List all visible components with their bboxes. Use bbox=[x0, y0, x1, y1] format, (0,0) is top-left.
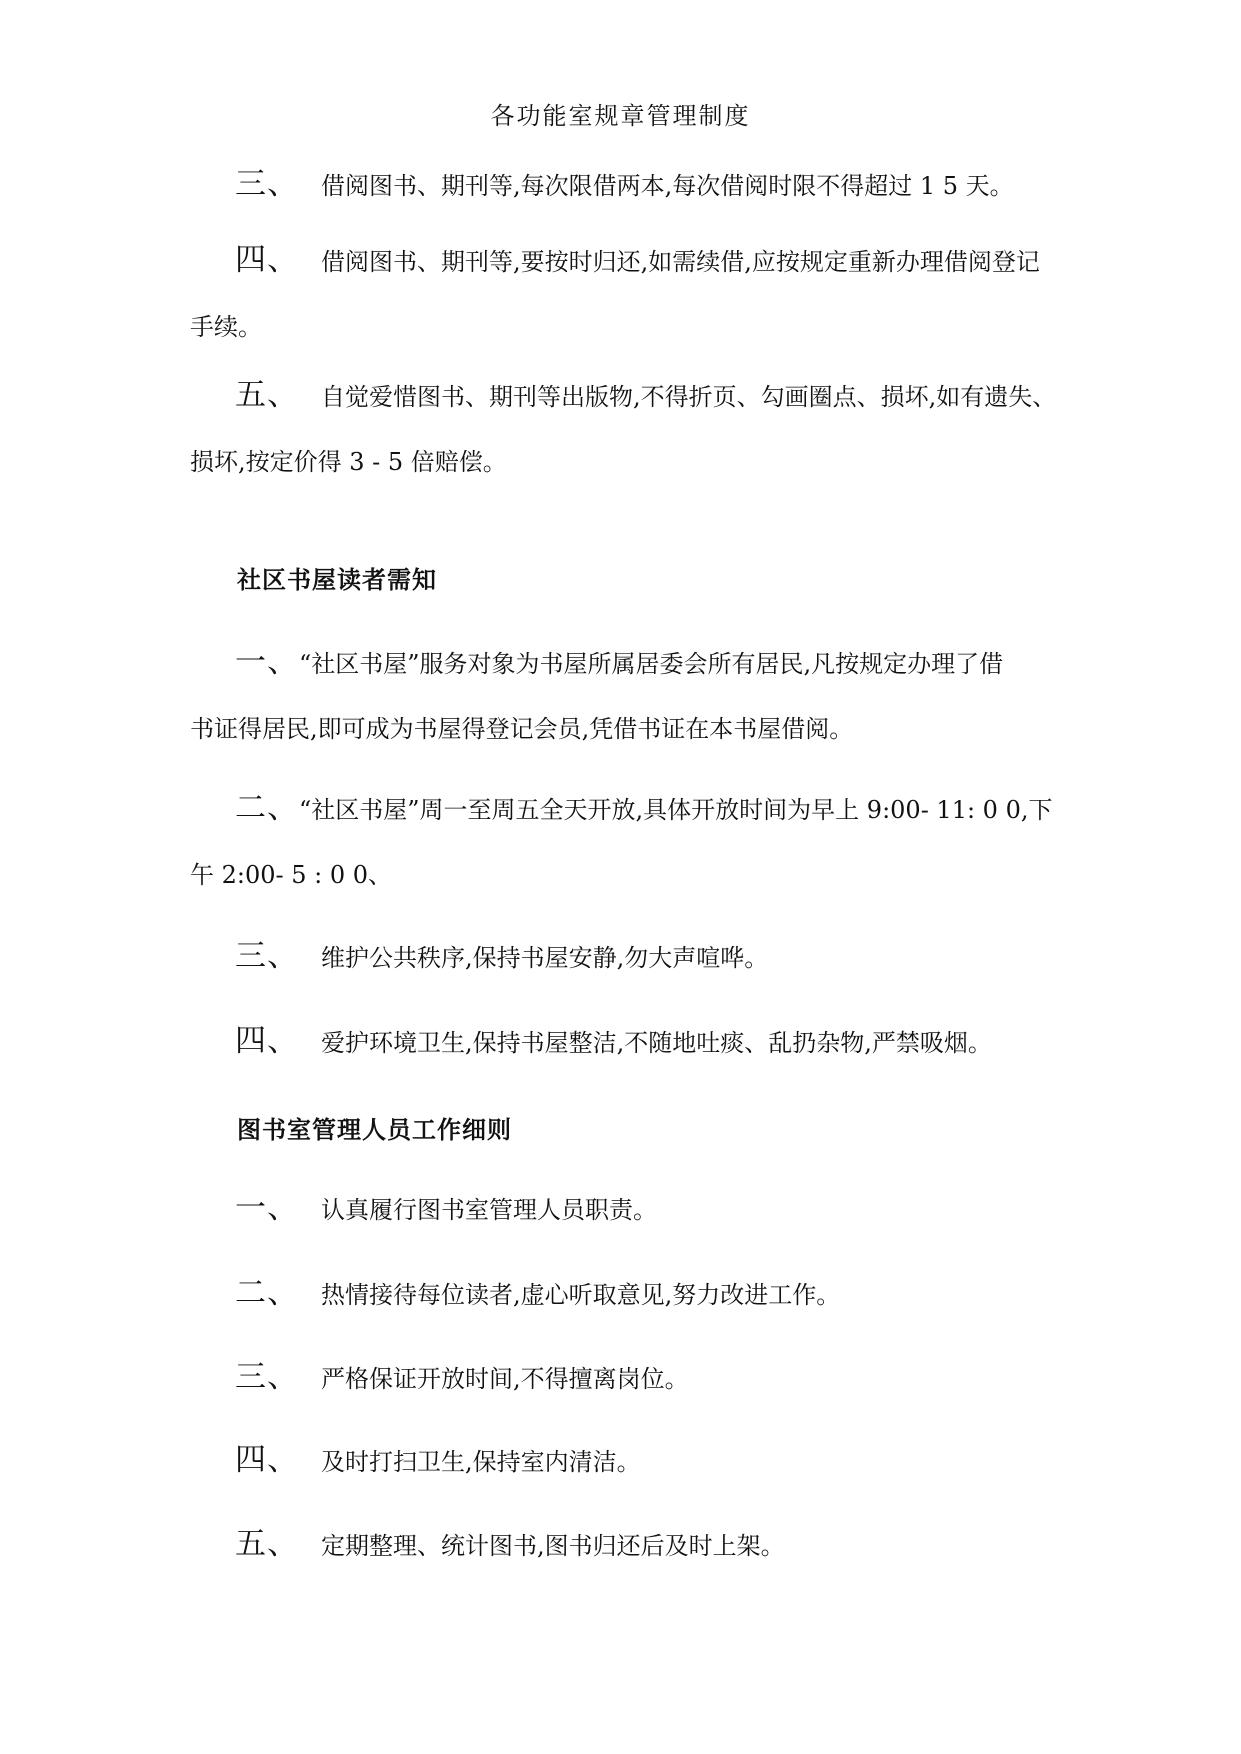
section-heading: 社区书屋读者需知 bbox=[237, 565, 437, 594]
item-number: 四、 bbox=[235, 1023, 299, 1059]
rule-item bbox=[190, 1512, 1070, 1579]
rule-text: 维护公共秩序,保持书屋安静,勿大声喧哗。 bbox=[321, 944, 769, 972]
rule-item bbox=[190, 1345, 1070, 1412]
rule-item bbox=[190, 1176, 1070, 1243]
rule-line bbox=[190, 1345, 1070, 1412]
rule-line bbox=[190, 152, 1070, 219]
rule-text: 爱护环境卫生,保持书屋整洁,不随地吐痰、乱扔杂物,严禁吸烟。 bbox=[321, 1029, 992, 1057]
rule-line: 手续。 bbox=[190, 313, 262, 341]
document-title: 各功能室规章管理制度 bbox=[490, 102, 751, 130]
rule-text: 及时打扫卫生,保持室内清洁。 bbox=[321, 1448, 641, 1476]
item-number: 二、 bbox=[235, 790, 299, 826]
rule-text: “社区书屋”服务对象为书屋所属居委会所有居民,凡按规定办理了借 bbox=[299, 650, 1004, 678]
rule-line bbox=[190, 630, 1070, 697]
item-number: 五、 bbox=[235, 1526, 299, 1562]
rule-item bbox=[190, 924, 1070, 991]
rule-line: 损坏,按定价得 3 - 5 倍赔偿。 bbox=[190, 448, 507, 476]
rule-text: 热情接待每位读者,虚心听取意见,努力改进工作。 bbox=[321, 1281, 841, 1309]
item-number: 三、 bbox=[235, 1359, 299, 1395]
rule-line bbox=[190, 924, 1070, 991]
rule-text: 严格保证开放时间,不得擅离岗位。 bbox=[321, 1365, 689, 1393]
rule-line bbox=[190, 228, 1070, 295]
rule-item bbox=[190, 1428, 1070, 1495]
rule-line bbox=[190, 1009, 1070, 1076]
item-number: 四、 bbox=[235, 1442, 299, 1478]
rule-text: 自觉爱惜图书、期刊等出版物,不得折页、勾画圈点、损坏,如有遗失、 bbox=[321, 383, 1057, 411]
rule-item bbox=[190, 363, 1070, 495]
rule-item bbox=[190, 1009, 1070, 1076]
rule-text: “社区书屋”周一至周五全天开放,具体开放时间为早上 9:00- 11: 0 0,下 bbox=[299, 796, 1053, 824]
item-number: 三、 bbox=[235, 166, 299, 202]
rule-text: 认真履行图书室管理人员职责。 bbox=[321, 1196, 657, 1224]
rule-line bbox=[190, 1261, 1070, 1328]
item-number: 一、 bbox=[235, 1190, 299, 1226]
rule-line bbox=[190, 1512, 1070, 1579]
rule-line: 午 2:00- 5 : 0 0、 bbox=[190, 861, 393, 889]
item-number: 三、 bbox=[235, 938, 299, 974]
rule-item bbox=[190, 228, 1070, 360]
item-number: 一、 bbox=[235, 644, 299, 680]
rule-line bbox=[190, 776, 1070, 843]
rule-item bbox=[190, 776, 1070, 908]
rule-text: 定期整理、统计图书,图书归还后及时上架。 bbox=[321, 1532, 785, 1560]
item-number: 四、 bbox=[235, 242, 299, 278]
rule-line bbox=[190, 1428, 1070, 1495]
item-number: 五、 bbox=[235, 377, 299, 413]
rule-item bbox=[190, 152, 1070, 219]
rule-item bbox=[190, 630, 1070, 762]
rule-line bbox=[190, 363, 1070, 430]
section-heading: 图书室管理人员工作细则 bbox=[237, 1115, 512, 1144]
rule-line bbox=[190, 1176, 1070, 1243]
rule-item bbox=[190, 1261, 1070, 1328]
rule-line: 书证得居民,即可成为书屋得登记会员,凭借书证在本书屋借阅。 bbox=[190, 715, 854, 743]
item-number: 二、 bbox=[235, 1275, 299, 1311]
rule-text: 借阅图书、期刊等,要按时归还,如需续借,应按规定重新办理借阅登记 bbox=[321, 248, 1040, 276]
rule-text: 借阅图书、期刊等,每次限借两本,每次借阅时限不得超过 1 5 天。 bbox=[321, 172, 1014, 200]
